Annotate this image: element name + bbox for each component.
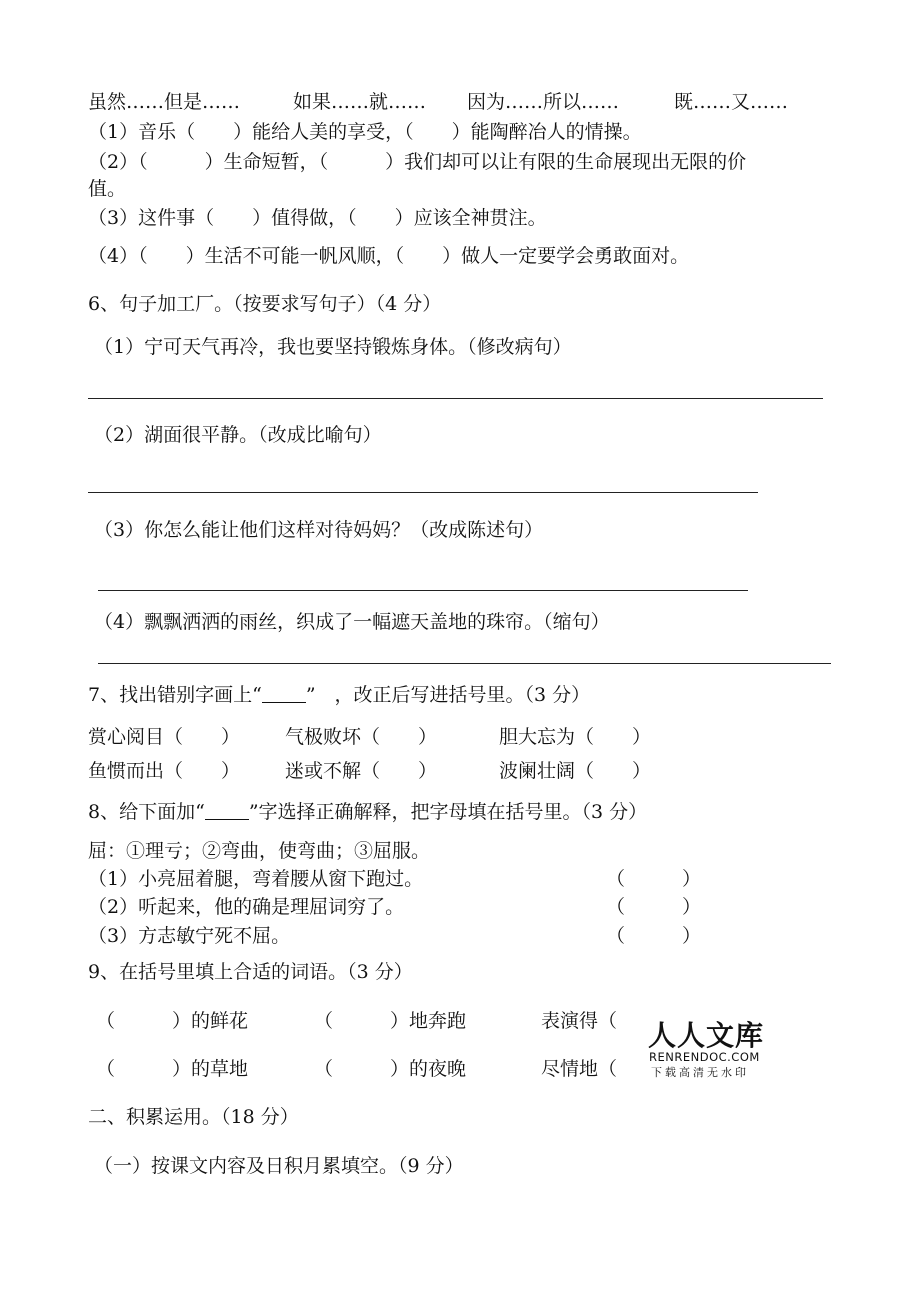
q5-item-4: （4）（ ）生活不可能一帆风顺，（ ）做人一定要学会勇敢面对。 [88,245,690,267]
watermark-tag: 下载高清无水印 [651,1066,749,1079]
q7-title-after: ” ，改正后写进括号里。（3 分） [305,684,591,706]
section-subtitle: （一）按课文内容及日积月累填空。（9 分） [94,1155,464,1177]
q6-item-3: （3）你怎么能让他们这样对待妈妈？（改成陈述句） [94,519,544,541]
underline-blank [262,684,306,703]
q7-word: 波阑壮阔（ ） [499,760,652,782]
q9-blank: 表演得（ [541,1010,618,1032]
q6-item-2: （2）湖面很平静。（改成比喻句） [94,424,382,446]
q7-word: 赏心阅目（ ） [88,726,241,748]
q5-item-1: （1）音乐（ ）能给人美的享受，（ ）能陶醉冶人的情操。 [88,121,642,143]
q7-word: 气极败坏（ ） [285,726,438,748]
q6-title: 6、句子加工厂。（按要求写句子）（4 分） [88,293,442,315]
q6-item-1: （1）宁可天气再冷，我也要坚持锻炼身体。（修改病句） [94,336,572,358]
q7-word: 鱼惯而出（ ） [88,760,241,782]
watermark-site: RENRENDOC.COM [649,1050,760,1064]
connective-3: 因为……所以…… [467,91,620,113]
q6-item-4: （4）飘飘洒洒的雨丝，织成了一幅遮天盖地的珠帘。（缩句） [94,611,610,633]
q9-title: 9、在括号里填上合适的词语。（3 分） [88,961,413,983]
q7-title-before: 7、找出错别字画上“ [88,684,262,706]
q8-title-before: 8、给下面加“ [88,801,205,823]
underline-blank [205,801,249,820]
q9-blank: （ ）地奔跑 [314,1010,467,1032]
q8-title [88,800,647,824]
q5-item-2: （2）（ ）生命短暂，（ ）我们却可以让有限的生命展现出无限的价 [88,151,747,173]
answer-line-1[interactable] [88,398,823,399]
watermark-title: 人人文库 [648,1019,765,1052]
q8-title-after: ”字选择正确解释，把字母填在括号里。（3 分） [248,801,648,823]
q9-blank: （ ）的草地 [96,1058,249,1080]
watermark-logo [645,1014,775,1080]
q8-answer-paren[interactable]: （ ） [606,925,702,947]
q7-title [88,683,590,707]
connective-2: 如果……就…… [293,91,427,113]
q5-item-3: （3）这件事（ ）值得做，（ ）应该全神贯注。 [88,207,547,229]
connective-4: 既……又…… [674,91,789,113]
q9-blank: 尽情地（ [541,1058,618,1080]
q7-word: 胆大忘为（ ） [499,726,652,748]
q8-answer-paren[interactable]: （ ） [606,896,702,918]
answer-line-2[interactable] [88,492,758,493]
q8-item-3: （3）方志敏宁死不屈。 [88,925,291,947]
q5-item-2-cont: 值。 [88,178,127,200]
q7-word: 迷或不解（ ） [285,760,438,782]
answer-line-4[interactable] [98,663,831,664]
q8-definition: 屈：①理亏；②弯曲，使弯曲；③屈服。 [88,840,431,862]
answer-line-3[interactable] [98,590,748,591]
q8-answer-paren[interactable]: （ ） [606,868,702,890]
q8-item-1: （1）小亮屈着腿，弯着腰从窗下跑过。 [88,868,424,890]
q8-item-2: （2）听起来，他的确是理屈词穷了。 [88,896,405,918]
connective-1: 虽然……但是…… [88,91,241,113]
q9-blank: （ ）的夜晚 [314,1058,467,1080]
q9-blank: （ ）的鲜花 [96,1010,249,1032]
section-title: 二、积累运用。（18 分） [88,1106,299,1128]
